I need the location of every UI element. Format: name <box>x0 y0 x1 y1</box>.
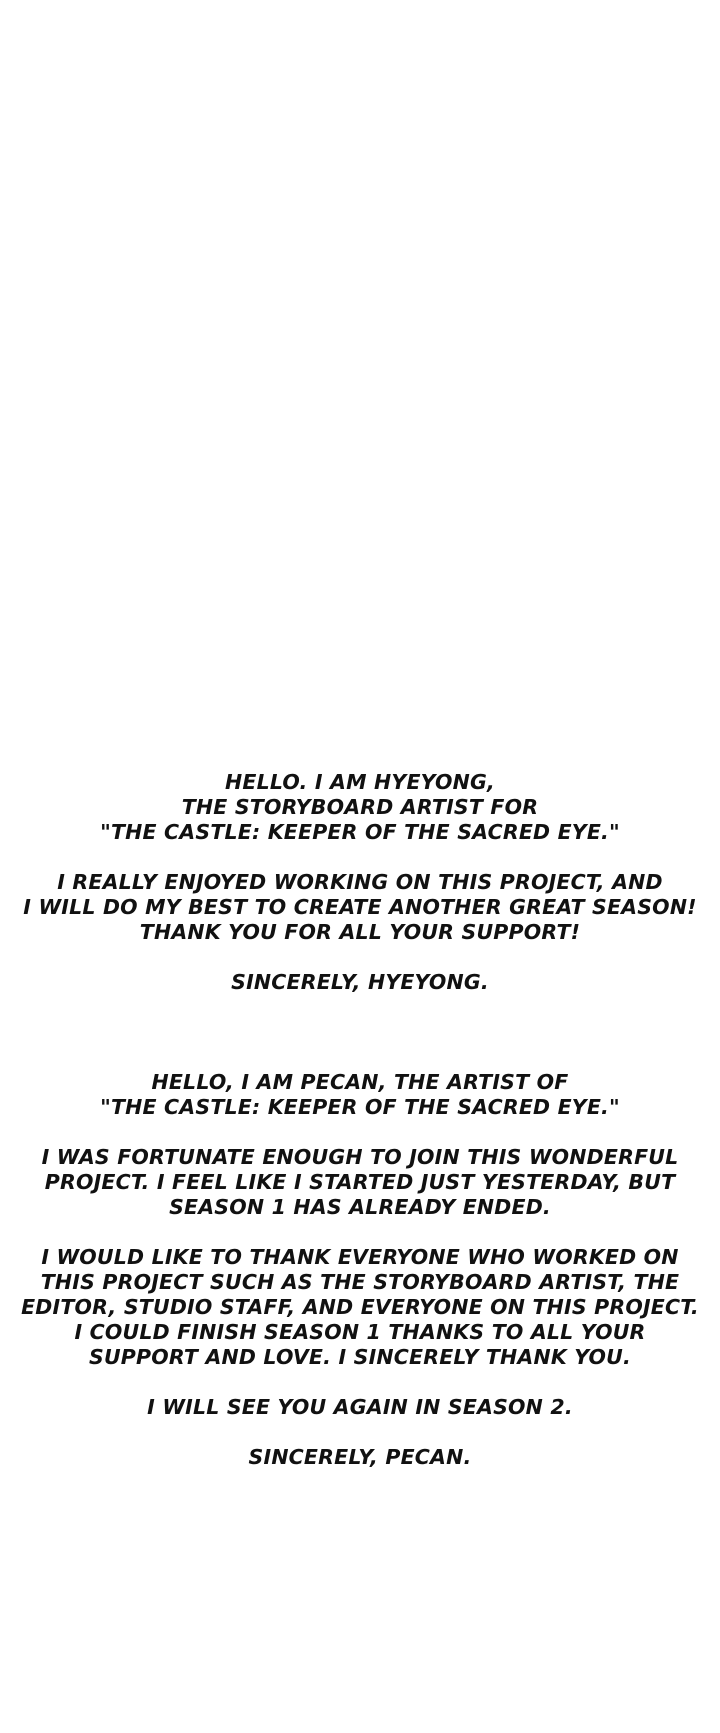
note-line: PROJECT. I FEEL LIKE I STARTED JUST YESTERDAY, BUT <box>44 1170 676 1194</box>
note-line: I WILL SEE YOU AGAIN IN SEASON 2. <box>147 1395 573 1419</box>
note-spacer <box>0 1220 720 1245</box>
afterword-note-hyeyong <box>0 770 720 995</box>
note-spacer <box>0 1120 720 1145</box>
note-spacer <box>0 945 720 970</box>
afterword-note-pecan <box>0 1070 720 1470</box>
note-line: I COULD FINISH SEASON 1 THANKS TO ALL YOUR <box>74 1320 646 1344</box>
note-spacer <box>0 1420 720 1445</box>
note-line: THANK YOU FOR ALL YOUR SUPPORT! <box>139 920 581 944</box>
note-line: I WOULD LIKE TO THANK EVERYONE WHO WORKED ON <box>41 1245 679 1269</box>
note-line: HELLO. I AM HYEYONG, <box>225 770 495 794</box>
note-signature: SINCERELY, HYEYONG. <box>231 970 489 994</box>
note-line: I REALLY ENJOYED WORKING ON THIS PROJECT, AND <box>57 870 663 894</box>
note-line: I WILL DO MY BEST TO CREATE ANOTHER GREAT SEASON! <box>23 895 697 919</box>
note-signature: SINCERELY, PECAN. <box>248 1445 472 1469</box>
note-line: I WAS FORTUNATE ENOUGH TO JOIN THIS WONDERFUL <box>41 1145 679 1169</box>
note-line: THIS PROJECT SUCH AS THE STORYBOARD ARTIST, THE <box>40 1270 680 1294</box>
note-line: "THE CASTLE: KEEPER OF THE SACRED EYE." <box>100 1095 620 1119</box>
note-line: THE STORYBOARD ARTIST FOR <box>181 795 539 819</box>
note-line: SEASON 1 HAS ALREADY ENDED. <box>169 1195 551 1219</box>
note-spacer <box>0 1370 720 1395</box>
note-spacer <box>0 845 720 870</box>
note-line: "THE CASTLE: KEEPER OF THE SACRED EYE." <box>100 820 620 844</box>
note-line: EDITOR, STUDIO STAFF, AND EVERYONE ON THIS PROJECT. <box>21 1295 699 1319</box>
note-line: HELLO, I AM PECAN, THE ARTIST OF <box>151 1070 569 1094</box>
note-line: SUPPORT AND LOVE. I SINCERELY THANK YOU. <box>88 1345 632 1369</box>
